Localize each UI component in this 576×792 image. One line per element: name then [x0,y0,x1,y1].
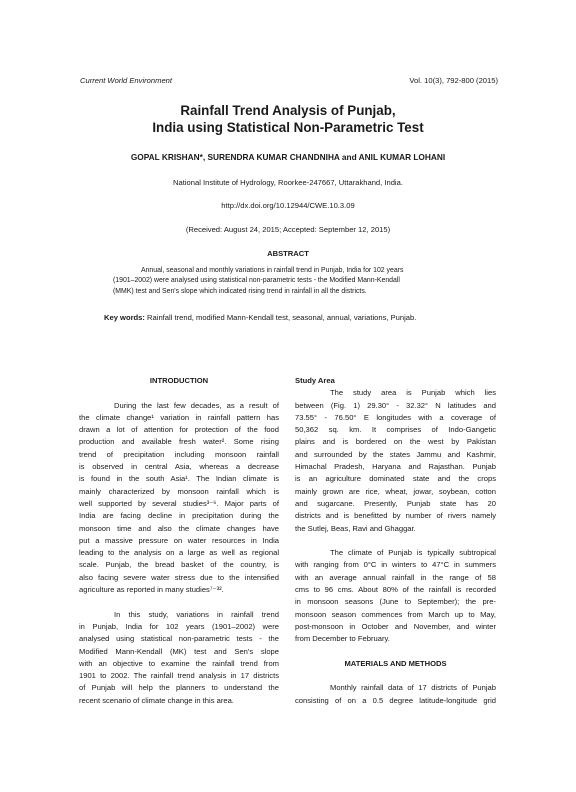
text-line: monsoon season commences from March up to May, [295,609,496,619]
text-line: well supported by several studies³⁻⁶. Major parts of [79,498,279,508]
keywords-label: Key words: [104,313,145,322]
text-line: with ranging from 0°C in winters to 47°C in summers [295,560,496,570]
abstract-line: (MMK) test and Sen's slope which indicated rising trend in rainfall in all the districts. [113,287,367,295]
text-line: monsoon time and also the climate changes have [79,523,279,533]
text-line: with an average annual rainfall in the range of 58 [295,572,496,582]
text-line: trend of precipitation including monsoon rainfall [79,449,279,459]
text-line: India are facing decline in precipitation during the [79,511,279,521]
text-line: 50,362 sq. km. It comprises of Indo-Gangetic [295,425,496,435]
text-line: districts and is benefitted by number of rivers namely [295,511,496,521]
text-line: Monthly rainfall data of 17 districts of Punjab [330,683,496,693]
text-line: is found in the south Asia¹. The Indian climate is [79,474,279,484]
introduction-paragraph-2 [79,609,279,707]
text-line: also facing severe water stress due to the intensified [79,572,279,582]
text-line: put a massive pressure on water resources in India [79,535,279,545]
authors: GOPAL KRISHAN*, SURENDRA KUMAR CHANDNIHA and ANIL KUMAR LOHANI [130,152,446,162]
title-line-1: Rainfall Trend Analysis of Punjab, [180,103,396,118]
introduction-paragraph-1 [79,400,279,597]
doi-link[interactable]: http://dx.doi.org/10.12944/CWE.10.3.09 [221,201,355,210]
text-line: Himachal Pradesh, Haryana and Rajasthan. Punjab [295,462,496,472]
text-line: recent scenario of climate change in this area. [79,695,234,705]
text-line: mainly characterized by monsoon rainfall which is [79,486,279,496]
study-area-heading: Study Area [295,376,335,385]
text-line: The study area is Punjab which lies [330,388,496,398]
text-line: During the last few decades, as a result of [114,400,279,410]
climate-paragraph [295,547,496,645]
running-header-journal: Current World Environment [80,76,173,85]
title-line-2: India using Statistical Non-Parametric Test [152,119,424,135]
text-line: leading to the analysis on a large as well as regional [79,548,279,558]
text-line: from December to February. [295,634,390,644]
keywords-text: Rainfall trend, modified Mann-Kendall test, seasonal, annual, variations, Punjab. [144,313,417,322]
text-line: The climate of Punjab is typically subtropical [330,548,496,558]
text-line: consisting of on a 0.5 degree latitude-longitude grid [295,695,496,705]
text-line: in Punjab, India for 102 years (1901–2002) were [79,621,279,631]
text-line: plains and is bordered on the west by Pakistan [295,437,496,447]
text-line: 73.55° - 76.50° E longitudes with a coverage of [295,412,496,422]
keywords [104,313,416,322]
text-line: the Sutlej, Beas, Ravi and Ghaggar. [295,523,416,533]
right-column [295,375,496,707]
text-line: and surrounded by the states Jammu and Kashmir, [295,449,496,459]
text-line: drawn a lot of attention for protection of the food [79,425,279,435]
text-line: of Punjab will help the planners to understand the [79,683,279,693]
text-line: analysed using statistical non-parametric tests - the [79,634,279,644]
abstract-heading: ABSTRACT [267,249,309,258]
text-line: In this study, variations in rainfall trend [114,609,279,619]
abstract-line: Annual, seasonal and monthly variations in rainfall trend in Punjab, India for 102 years [141,267,404,274]
text-line: Modified Mann-Kendall (MK) test and Sen's slope [79,646,279,656]
running-header-volume: Vol. 10(3), 792-800 (2015) [409,76,498,85]
text-line: agriculture as reported in many studies⁷⁻³². [79,585,224,595]
abstract-line: (1901–2002) were analysed using statistical non-parametric tests - the Modified Mann-Kendall [113,277,400,285]
materials-methods-paragraph [295,682,496,707]
received-dates: (Received: August 24, 2015; Accepted: September 12, 2015) [185,225,391,234]
abstract-body [113,266,463,297]
left-column [79,375,279,707]
paper-title [0,103,576,136]
text-line: 1901 to 2002. The rainfall trend analysis in 17 districts [79,671,279,681]
text-line: production and available fresh water². Some rising [79,437,279,447]
text-line: with an objective to examine the rainfall trend from [79,658,279,668]
text-line: scale. Punjab, the bread basket of the country, is [79,560,279,570]
study-area-paragraph [295,387,496,535]
text-line: in monsoon seasons (June to September); the pre- [295,597,496,607]
text-line: and sugarcane. Presently, Punjab state has 20 [295,498,496,508]
text-line: post-monsoon in October and November, and winter [295,621,496,631]
text-line: mainly grown are rice, wheat, jowar, soybean, cotton [295,486,496,496]
text-line: cms to 96 cms. About 80% of the rainfall is recorded [295,585,496,595]
materials-methods-heading: MATERIALS AND METHODS [344,658,447,668]
affiliation: National Institute of Hydrology, Roorkee-247667, Uttarakhand, India. [173,178,403,187]
text-line: the climate change¹ variation in rainfall pattern has [79,412,279,422]
text-line: is an agriculture dominated state and the crops [295,474,496,484]
text-line: between (Fig. 1) 29.30° - 32.32° N latitudes and [295,400,496,410]
introduction-heading: INTRODUCTION [149,376,209,385]
text-line: is observed in central Asia, whereas a decrease [79,462,279,472]
